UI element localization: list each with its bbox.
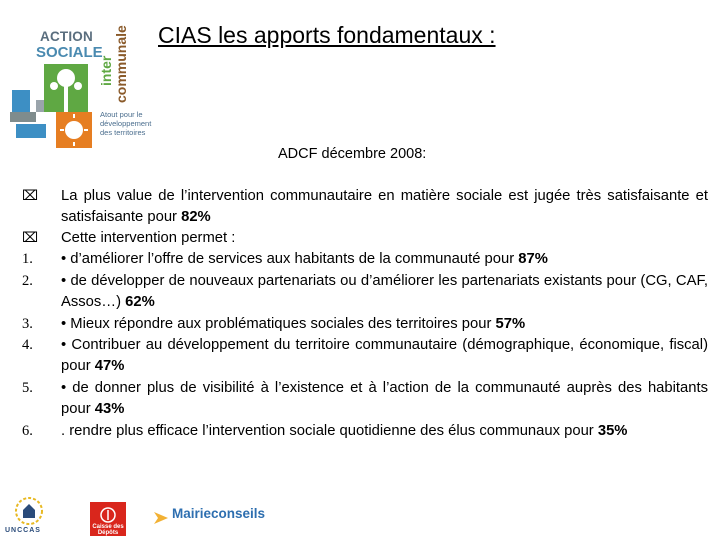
mairieconseils-logo: Mairieconseils xyxy=(172,506,266,521)
list-item-text: • d’améliorer l’offre de services aux habitants de la communauté pour xyxy=(61,251,519,267)
list-item-percent: 62% xyxy=(125,294,155,310)
list-item-text: La plus value de l’intervention communautaire en matière sociale est jugée très satisfaisante et satisfaisante pour xyxy=(61,188,708,225)
list-item-text: Cette intervention permet : xyxy=(61,230,236,246)
list-item-number: 5. xyxy=(22,380,33,396)
list-item-percent: 35% xyxy=(597,423,628,439)
list-item-number: 4. xyxy=(22,337,33,353)
action-sociale-logo xyxy=(8,4,160,152)
list-item-percent: 87% xyxy=(518,251,548,267)
list-item-number: 3. xyxy=(22,316,33,332)
list-item-percent: 82% xyxy=(181,209,211,225)
page-subtitle: ADCF décembre 2008: xyxy=(278,146,427,162)
list-item-number: 1. xyxy=(22,251,33,267)
mairieconseils-arrow-icon xyxy=(152,510,172,526)
list-item-text: • de développer de nouveaux partenariats ou d’améliorer les partenariats existants pour (CG, CAF, Assos…) xyxy=(61,273,708,310)
list-item-number: 6. xyxy=(22,423,33,439)
list-item-text: • Contribuer au développement du territoire communautaire (démographique, économique, fiscal) pour xyxy=(61,337,708,374)
logo-inter-text: inter xyxy=(98,55,114,86)
logo-sociale-text: SOCIALE xyxy=(36,44,103,61)
list-item-percent: 43% xyxy=(94,401,125,417)
list-item-percent: 47% xyxy=(94,358,125,374)
list-item-number: 2. xyxy=(22,273,33,289)
unccas-label: UNCCAS xyxy=(5,527,41,534)
list-item-percent: 57% xyxy=(495,316,526,332)
logo-communale-text: communale xyxy=(113,25,129,103)
list-item-text: • de donner plus de visibilité à l’existence et à l’action de la communauté auprès des habitants pour xyxy=(61,380,708,417)
logo-action-text: ACTION xyxy=(40,29,93,44)
caisse-depots-label: Caisse des Dépôts xyxy=(92,524,124,536)
checkbox-bullet-icon: ⌧ xyxy=(22,188,39,204)
page-title: CIAS les apports fondamentaux : xyxy=(158,22,496,48)
list-item-text: . rendre plus efficace l’intervention sociale quotidienne des élus communaux pour xyxy=(61,423,598,439)
logo-tagline: Atout pour le développement des territoires xyxy=(100,110,152,137)
checkbox-bullet-icon: ⌧ xyxy=(22,230,39,246)
list-item-text: • Mieux répondre aux problématiques sociales des territoires pour xyxy=(61,316,496,332)
